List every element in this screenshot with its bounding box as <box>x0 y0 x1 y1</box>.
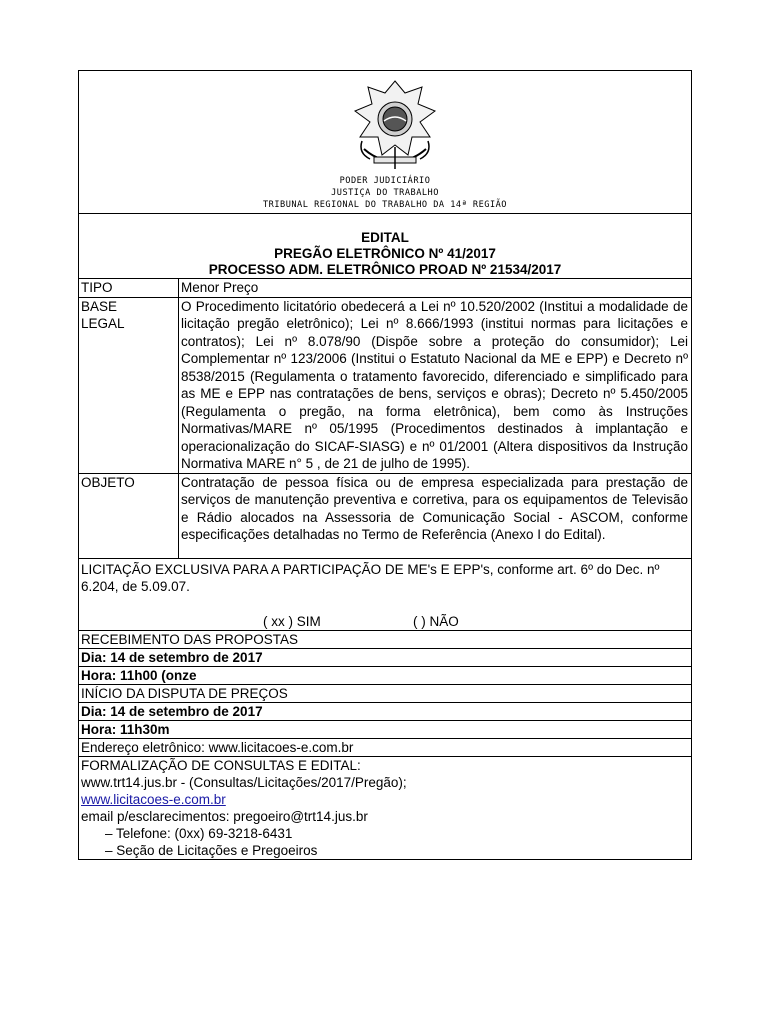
label-base-legal <box>79 298 179 473</box>
formalizacao-secao: – Seção de Licitações e Pregoeiros <box>105 842 318 858</box>
row-objeto <box>78 474 692 559</box>
row-base-legal <box>78 298 692 474</box>
title-pregao: PREGÃO ELETRÔNICO Nº 41/2017 <box>274 246 496 261</box>
header-line-justica-trabalho: JUSTIÇA DO TRABALHO <box>331 188 439 198</box>
label-objeto: OBJETO <box>79 474 179 558</box>
licitacao-exclusiva-text: LICITAÇÃO EXCLUSIVA PARA A PARTICIPAÇÃO DE ME's E EPP's, conforme art. 6º do Dec. nº 6.204, de 5.09.07. <box>81 561 660 594</box>
formalizacao-title: FORMALIZAÇÃO DE CONSULTAS E EDITAL: <box>81 757 361 773</box>
formalizacao-section <box>78 757 692 860</box>
label-legal: LEGAL <box>81 316 125 331</box>
value-base-legal: O Procedimento licitatório obedecerá a Lei nº 10.520/2002 (Institui a modalidade de licitação pregão eletrônico); Lei nº 8.666/1993 (institui normas para licitações e contratos); Lei nº 8.078/90 (Dispõe sobre a proteção do consumidor); Lei Complementar nº 123/2006 (Institui o Estatuto Nacional da ME e EPP) e Decreto nº 8538/2015 (Regulamenta o tratamento favorecido, diferenciado e simplificado para as ME e EPP nas contratações de bens, serviços e obras); Decreto nº 5.450/2005 (Regulamenta o pregão, na forma eletrônica), bem como às Instruções Normativas/MARE nº 05/1995 (Procedimentos destinados à implantação e operacionalização do SICAF-SIASG) e nº 01/2001 (Altera dispositivos da Instrução Normativa MARE n° 5 , de 21 de julho de 1995). <box>181 298 688 471</box>
recebimento-hora: Hora: 11h00 (onze <box>78 667 692 685</box>
licitacoes-link[interactable]: www.licitacoes-e.com.br <box>81 791 226 807</box>
disputa-title: INÍCIO DA DISPUTA DE PREÇOS <box>78 685 692 703</box>
value-objeto: Contratação de pessoa física ou de empresa especializada para prestação de serviços de manutenção preventiva e corretiva, para os equipamentos de Televisão e Rádio alocados na Assessoria de Comunicação Social - ASCOM, conforme especificações detalhadas no Termo de Referência (Anexo I do Edital). <box>181 474 688 542</box>
header-line-poder-judiciario: PODER JUDICIÁRIO <box>339 176 431 186</box>
label-base: BASE <box>81 298 118 314</box>
label-tipo: TIPO <box>79 279 179 297</box>
row-tipo <box>78 279 692 298</box>
value-tipo: Menor Preço <box>181 280 259 295</box>
licitacao-choices <box>81 613 691 630</box>
document-header <box>78 70 692 214</box>
formalizacao-trt14: www.trt14.jus.br - (Consultas/Licitações/2017/Pregão); <box>81 774 407 790</box>
coat-of-arms-icon <box>350 77 440 171</box>
disputa-dia: Dia: 14 de setembro de 2017 <box>78 703 692 721</box>
endereco-eletronico: Endereço eletrônico: www.licitacoes-e.com.br <box>78 739 692 757</box>
disputa-hora: Hora: 11h30m <box>78 721 692 739</box>
edital-document <box>78 70 692 860</box>
title-block <box>78 214 692 279</box>
option-sim: ( xx ) SIM <box>263 613 321 629</box>
title-processo: PROCESSO ADM. ELETRÔNICO PROAD Nº 21534/2017 <box>208 262 562 277</box>
title-edital: EDITAL <box>361 230 409 245</box>
recebimento-dia: Dia: 14 de setembro de 2017 <box>78 649 692 667</box>
licitacao-exclusiva-section <box>78 559 692 631</box>
formalizacao-email: email p/esclarecimentos: pregoeiro@trt14.jus.br <box>81 808 368 824</box>
header-line-tribunal: TRIBUNAL REGIONAL DO TRABALHO DA 14ª REGIÃO <box>263 200 507 210</box>
option-nao: ( ) NÃO <box>413 613 459 629</box>
recebimento-title: RECEBIMENTO DAS PROPOSTAS <box>78 631 692 649</box>
formalizacao-telefone: – Telefone: (0xx) 69-3218-6431 <box>105 825 293 841</box>
